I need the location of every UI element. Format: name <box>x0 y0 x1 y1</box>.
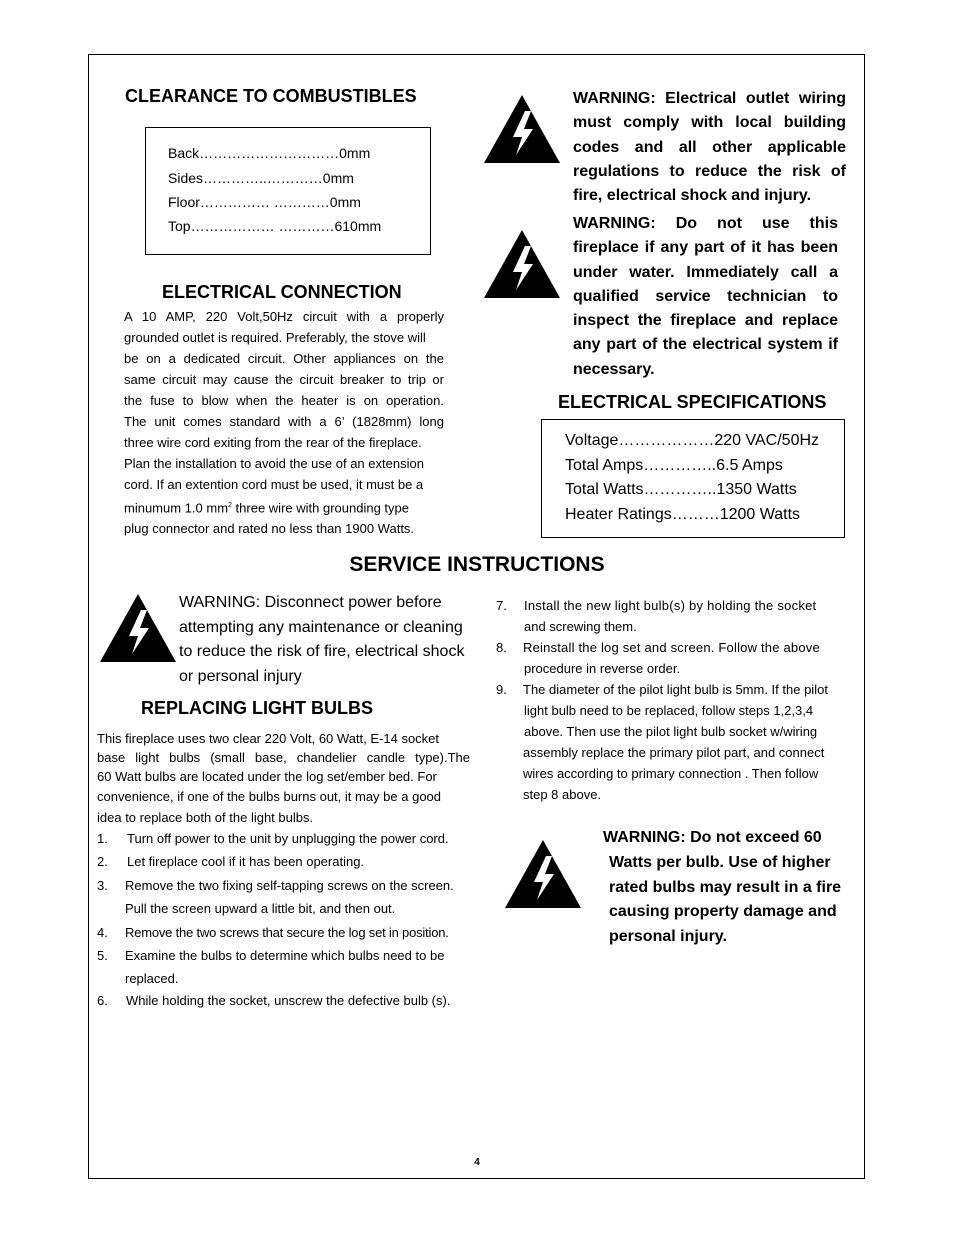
electrical-hazard-warning-icon <box>502 838 584 910</box>
ec-line: be on a dedicated circuit. Other appliances on the <box>124 351 444 366</box>
electrical-specs-heading: ELECTRICAL SPECIFICATIONS <box>558 392 827 412</box>
ec-line: cord. If an extention cord must be used, it must be a <box>124 477 424 492</box>
ec-line: A 10 AMP, 220 Volt,50Hz circuit with a properly <box>124 309 444 324</box>
clearance-floor: Floor…………… …………0mm <box>168 194 361 210</box>
warning-disconnect-power: WARNING: Disconnect power before attempting any maintenance or cleaning to reduce the risk of fire, electrical shock or personal injury <box>179 594 465 685</box>
electrical-hazard-warning-icon <box>97 592 179 664</box>
clearance-top: Top……………… …………610mm <box>168 218 382 234</box>
electrical-specs-table <box>541 419 845 538</box>
clearance-back: Back…………………………0mm <box>168 145 371 161</box>
ec-line: Plan the installation to avoid the use of an extension <box>124 456 424 471</box>
ec-line: the fuse to blow when the heater is on operation. <box>124 393 444 408</box>
electrical-connection-text <box>124 306 444 539</box>
ec-line: grounded outlet is required. Preferably, the stove will <box>124 330 426 345</box>
spec-total-amps: Total Amps…………..6.5 Amps <box>565 457 783 474</box>
spec-total-watts: Total Watts…………..1350 Watts <box>565 481 797 498</box>
ec-line: minumum 1.0 $mm^2$ three wire with grounding type <box>124 500 409 516</box>
electrical-hazard-warning-icon <box>482 93 562 165</box>
spec-heater-ratings: Heater Ratings………1200 Watts <box>565 506 801 523</box>
electrical-connection-heading: ELECTRICAL CONNECTION <box>162 282 402 302</box>
warning-outlet-wiring: WARNING: Electrical outlet wiring must comply with local building codes and all other applicable regulations to reduce the risk of fire, electrical shock and injury. <box>573 90 846 205</box>
ec-line: The unit comes standard with a 6’ (1828mm) long <box>124 414 444 429</box>
service-instructions-title: SERVICE INSTRUCTIONS <box>349 553 605 576</box>
warning-under-water: WARNING: Do not use this fireplace if any part of it has been under water. Immediately call a qualified service technician to inspect the fireplace and replace any part of the electrical system if necessary. <box>573 215 838 378</box>
ec-line: same circuit may cause the circuit breaker to trip or <box>124 372 444 387</box>
warning-bulb-watts: WARNING: Do not exceed 60 Watts per bulb. Use of higher rated bulbs may result in a fire causing property damage and personal injury. <box>603 829 842 946</box>
replacing-bulbs-heading: REPLACING LIGHT BULBS <box>141 698 373 718</box>
page-number: 4 <box>474 1157 480 1168</box>
electrical-hazard-warning-icon <box>482 228 562 300</box>
replacing-intro: This fireplace uses two clear 220 Volt, 60 Watt, E-14 socket base light bulbs (small base, chandelier candle type).The 60 Watt bulbs are located under the log set/ember bed. For convenience, if one of the bulbs burns out, it may be a good idea to replace both of the light bulbs. <box>97 731 470 825</box>
ec-line: plug connector and rated no less than 1900 Watts. <box>124 521 415 537</box>
spec-voltage: Voltage………………220 VAC/50Hz <box>565 432 820 449</box>
ec-line: three wire cord exiting from the rear of the fireplace. <box>124 435 422 450</box>
clearance-sides: Sides…………..…………0mm <box>168 170 354 186</box>
clearance-heading: CLEARANCE TO COMBUSTIBLES <box>125 86 417 106</box>
clearance-table <box>145 127 431 255</box>
